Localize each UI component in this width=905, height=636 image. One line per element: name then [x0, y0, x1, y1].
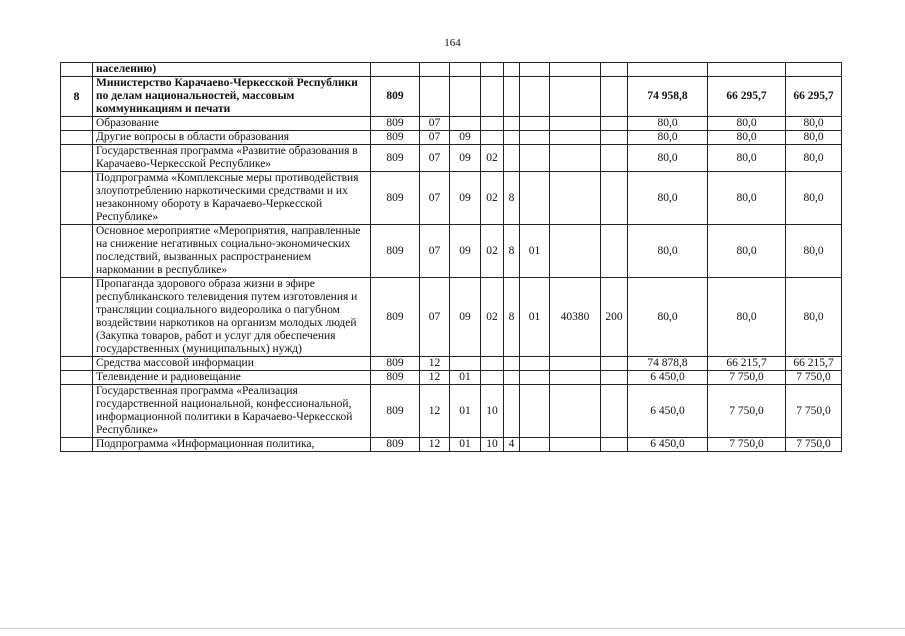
cell-sum1: 80,0: [628, 117, 708, 131]
cell-sum1: 6 450,0: [628, 371, 708, 385]
cell-direction: [550, 63, 601, 77]
cell-admin: 809: [371, 438, 420, 452]
cell-sum3: 7 750,0: [786, 438, 842, 452]
cell-admin: 809: [371, 145, 420, 172]
budget-table: [60, 62, 842, 452]
cell-sum3: 80,0: [786, 131, 842, 145]
cell-sum1: 80,0: [628, 225, 708, 278]
cell-sum3: 80,0: [786, 117, 842, 131]
cell-direction: [550, 77, 601, 117]
cell-program: 10: [481, 438, 504, 452]
cell-name: Подпрограмма «Информационная политика,: [93, 438, 371, 452]
cell-num: [61, 172, 93, 225]
cell-sum2: 80,0: [708, 225, 786, 278]
page-number: 164: [444, 37, 461, 49]
cell-subsection: [450, 117, 481, 131]
cell-event: [520, 131, 550, 145]
cell-subprogram: [504, 357, 520, 371]
cell-program: [481, 117, 504, 131]
cell-subprogram: [504, 371, 520, 385]
table-row: [61, 145, 842, 172]
cell-subsection: 09: [450, 131, 481, 145]
cell-section: 12: [420, 385, 450, 438]
cell-event: [520, 172, 550, 225]
cell-admin: 809: [371, 225, 420, 278]
cell-num: [61, 117, 93, 131]
cell-program: [481, 357, 504, 371]
cell-sum1: 80,0: [628, 131, 708, 145]
cell-event: [520, 63, 550, 77]
cell-program: 02: [481, 225, 504, 278]
cell-admin: 809: [371, 172, 420, 225]
cell-section: 07: [420, 278, 450, 357]
cell-sum2: 7 750,0: [708, 371, 786, 385]
cell-admin: 809: [371, 77, 420, 117]
cell-expense: [601, 385, 628, 438]
cell-subprogram: [504, 131, 520, 145]
cell-subsection: 01: [450, 438, 481, 452]
cell-subprogram: [504, 385, 520, 438]
cell-direction: [550, 225, 601, 278]
cell-num: [61, 225, 93, 278]
cell-direction: [550, 438, 601, 452]
cell-section: 07: [420, 131, 450, 145]
cell-subsection: 09: [450, 225, 481, 278]
cell-program: 02: [481, 278, 504, 357]
cell-sum3: 66 215,7: [786, 357, 842, 371]
cell-num: [61, 278, 93, 357]
cell-subsection: 09: [450, 172, 481, 225]
cell-event: 01: [520, 225, 550, 278]
scan-artifact-line: [0, 628, 905, 629]
cell-section: 07: [420, 117, 450, 131]
cell-subsection: 09: [450, 278, 481, 357]
cell-expense: [601, 438, 628, 452]
cell-direction: 40380: [550, 278, 601, 357]
cell-name: Министерство Карачаево-Черкесской Республики по делам национальностей, массовым коммуникациям и печати: [93, 77, 371, 117]
cell-sum3: 7 750,0: [786, 371, 842, 385]
table-row: [61, 117, 842, 131]
cell-name: Подпрограмма «Комплексные меры противодействия злоупотреблению наркотическими средствами и их незаконному обороту в Карачаево-Черкесской Республике»: [93, 172, 371, 225]
cell-name: Другие вопросы в области образования: [93, 131, 371, 145]
cell-direction: [550, 371, 601, 385]
cell-admin: 809: [371, 117, 420, 131]
cell-expense: [601, 117, 628, 131]
cell-admin: [371, 63, 420, 77]
cell-sum2: 80,0: [708, 145, 786, 172]
cell-sum2: 80,0: [708, 117, 786, 131]
cell-sum2: [708, 63, 786, 77]
table-row: [61, 172, 842, 225]
cell-sum2: 7 750,0: [708, 438, 786, 452]
cell-subprogram: 8: [504, 278, 520, 357]
cell-num: [61, 371, 93, 385]
cell-sum3: [786, 63, 842, 77]
cell-direction: [550, 145, 601, 172]
cell-sum3: 66 295,7: [786, 77, 842, 117]
cell-num: [61, 438, 93, 452]
cell-sum2: 66 295,7: [708, 77, 786, 117]
cell-section: 12: [420, 357, 450, 371]
cell-section: 12: [420, 438, 450, 452]
cell-sum2: 66 215,7: [708, 357, 786, 371]
table-row: [61, 225, 842, 278]
cell-subsection: [450, 357, 481, 371]
cell-program: [481, 63, 504, 77]
cell-event: [520, 77, 550, 117]
cell-section: 07: [420, 145, 450, 172]
cell-program: 02: [481, 145, 504, 172]
cell-sum1: [628, 63, 708, 77]
cell-name: Средства массовой информации: [93, 357, 371, 371]
cell-admin: 809: [371, 131, 420, 145]
cell-name: Образование: [93, 117, 371, 131]
cell-subprogram: 8: [504, 172, 520, 225]
table-row: [61, 63, 842, 77]
cell-direction: [550, 131, 601, 145]
cell-expense: [601, 371, 628, 385]
cell-direction: [550, 357, 601, 371]
cell-subprogram: [504, 117, 520, 131]
cell-name: Основное мероприятие «Мероприятия, направленные на снижение негативных социально-экономических последствий, вызванных распространением наркомании в республике»: [93, 225, 371, 278]
cell-subprogram: [504, 145, 520, 172]
cell-num: [61, 357, 93, 371]
cell-num: [61, 145, 93, 172]
table-row: [61, 131, 842, 145]
cell-sum1: 74 878,8: [628, 357, 708, 371]
cell-name: населению): [93, 63, 371, 77]
cell-event: [520, 145, 550, 172]
cell-program: 10: [481, 385, 504, 438]
cell-subsection: [450, 77, 481, 117]
cell-expense: [601, 357, 628, 371]
cell-sum1: 6 450,0: [628, 438, 708, 452]
cell-expense: [601, 77, 628, 117]
cell-subsection: 01: [450, 385, 481, 438]
table-row: [61, 438, 842, 452]
cell-sum2: 7 750,0: [708, 385, 786, 438]
cell-admin: 809: [371, 385, 420, 438]
cell-section: 07: [420, 172, 450, 225]
cell-direction: [550, 117, 601, 131]
cell-event: [520, 438, 550, 452]
cell-section: 07: [420, 225, 450, 278]
cell-expense: 200: [601, 278, 628, 357]
cell-num: 8: [61, 77, 93, 117]
cell-subsection: [450, 63, 481, 77]
cell-sum2: 80,0: [708, 131, 786, 145]
cell-expense: [601, 225, 628, 278]
cell-program: 02: [481, 172, 504, 225]
cell-direction: [550, 385, 601, 438]
table-row: [61, 77, 842, 117]
cell-name: Государственная программа «Реализация государственной национальной, конфессиональной, информационной политики в Карачаево-Черкесской Республике»: [93, 385, 371, 438]
cell-event: [520, 117, 550, 131]
cell-event: 01: [520, 278, 550, 357]
cell-section: [420, 63, 450, 77]
cell-subprogram: 4: [504, 438, 520, 452]
cell-sum3: 80,0: [786, 172, 842, 225]
cell-num: [61, 385, 93, 438]
cell-sum1: 74 958,8: [628, 77, 708, 117]
cell-expense: [601, 131, 628, 145]
table-row: [61, 371, 842, 385]
cell-event: [520, 371, 550, 385]
cell-num: [61, 63, 93, 77]
cell-admin: 809: [371, 278, 420, 357]
cell-program: [481, 371, 504, 385]
cell-subsection: 01: [450, 371, 481, 385]
table-row: [61, 357, 842, 371]
cell-name: Пропаганда здорового образа жизни в эфире республиканского телевидения путем изготовления и трансляции социального видеоролика о пагубном воздействии наркотиков на организм молодых людей (Закупка товаров, работ и услуг для обеспечения государственных (муниципальных) нужд): [93, 278, 371, 357]
cell-event: [520, 385, 550, 438]
cell-sum3: 80,0: [786, 145, 842, 172]
cell-subprogram: [504, 63, 520, 77]
cell-name: Государственная программа «Развитие образования в Карачаево-Черкесской Республике»: [93, 145, 371, 172]
cell-direction: [550, 172, 601, 225]
cell-subprogram: 8: [504, 225, 520, 278]
cell-num: [61, 131, 93, 145]
cell-program: [481, 131, 504, 145]
cell-sum1: 80,0: [628, 172, 708, 225]
table-row: [61, 278, 842, 357]
cell-sum3: 7 750,0: [786, 385, 842, 438]
cell-sum1: 80,0: [628, 278, 708, 357]
table-body: [61, 63, 842, 452]
cell-name: Телевидение и радиовещание: [93, 371, 371, 385]
cell-sum2: 80,0: [708, 278, 786, 357]
cell-admin: 809: [371, 371, 420, 385]
cell-expense: [601, 63, 628, 77]
cell-section: [420, 77, 450, 117]
cell-sum3: 80,0: [786, 225, 842, 278]
cell-event: [520, 357, 550, 371]
cell-sum1: 80,0: [628, 145, 708, 172]
cell-admin: 809: [371, 357, 420, 371]
table-row: [61, 385, 842, 438]
cell-expense: [601, 145, 628, 172]
cell-subsection: 09: [450, 145, 481, 172]
cell-section: 12: [420, 371, 450, 385]
cell-sum1: 6 450,0: [628, 385, 708, 438]
cell-sum2: 80,0: [708, 172, 786, 225]
cell-subprogram: [504, 77, 520, 117]
cell-sum3: 80,0: [786, 278, 842, 357]
cell-expense: [601, 172, 628, 225]
cell-program: [481, 77, 504, 117]
